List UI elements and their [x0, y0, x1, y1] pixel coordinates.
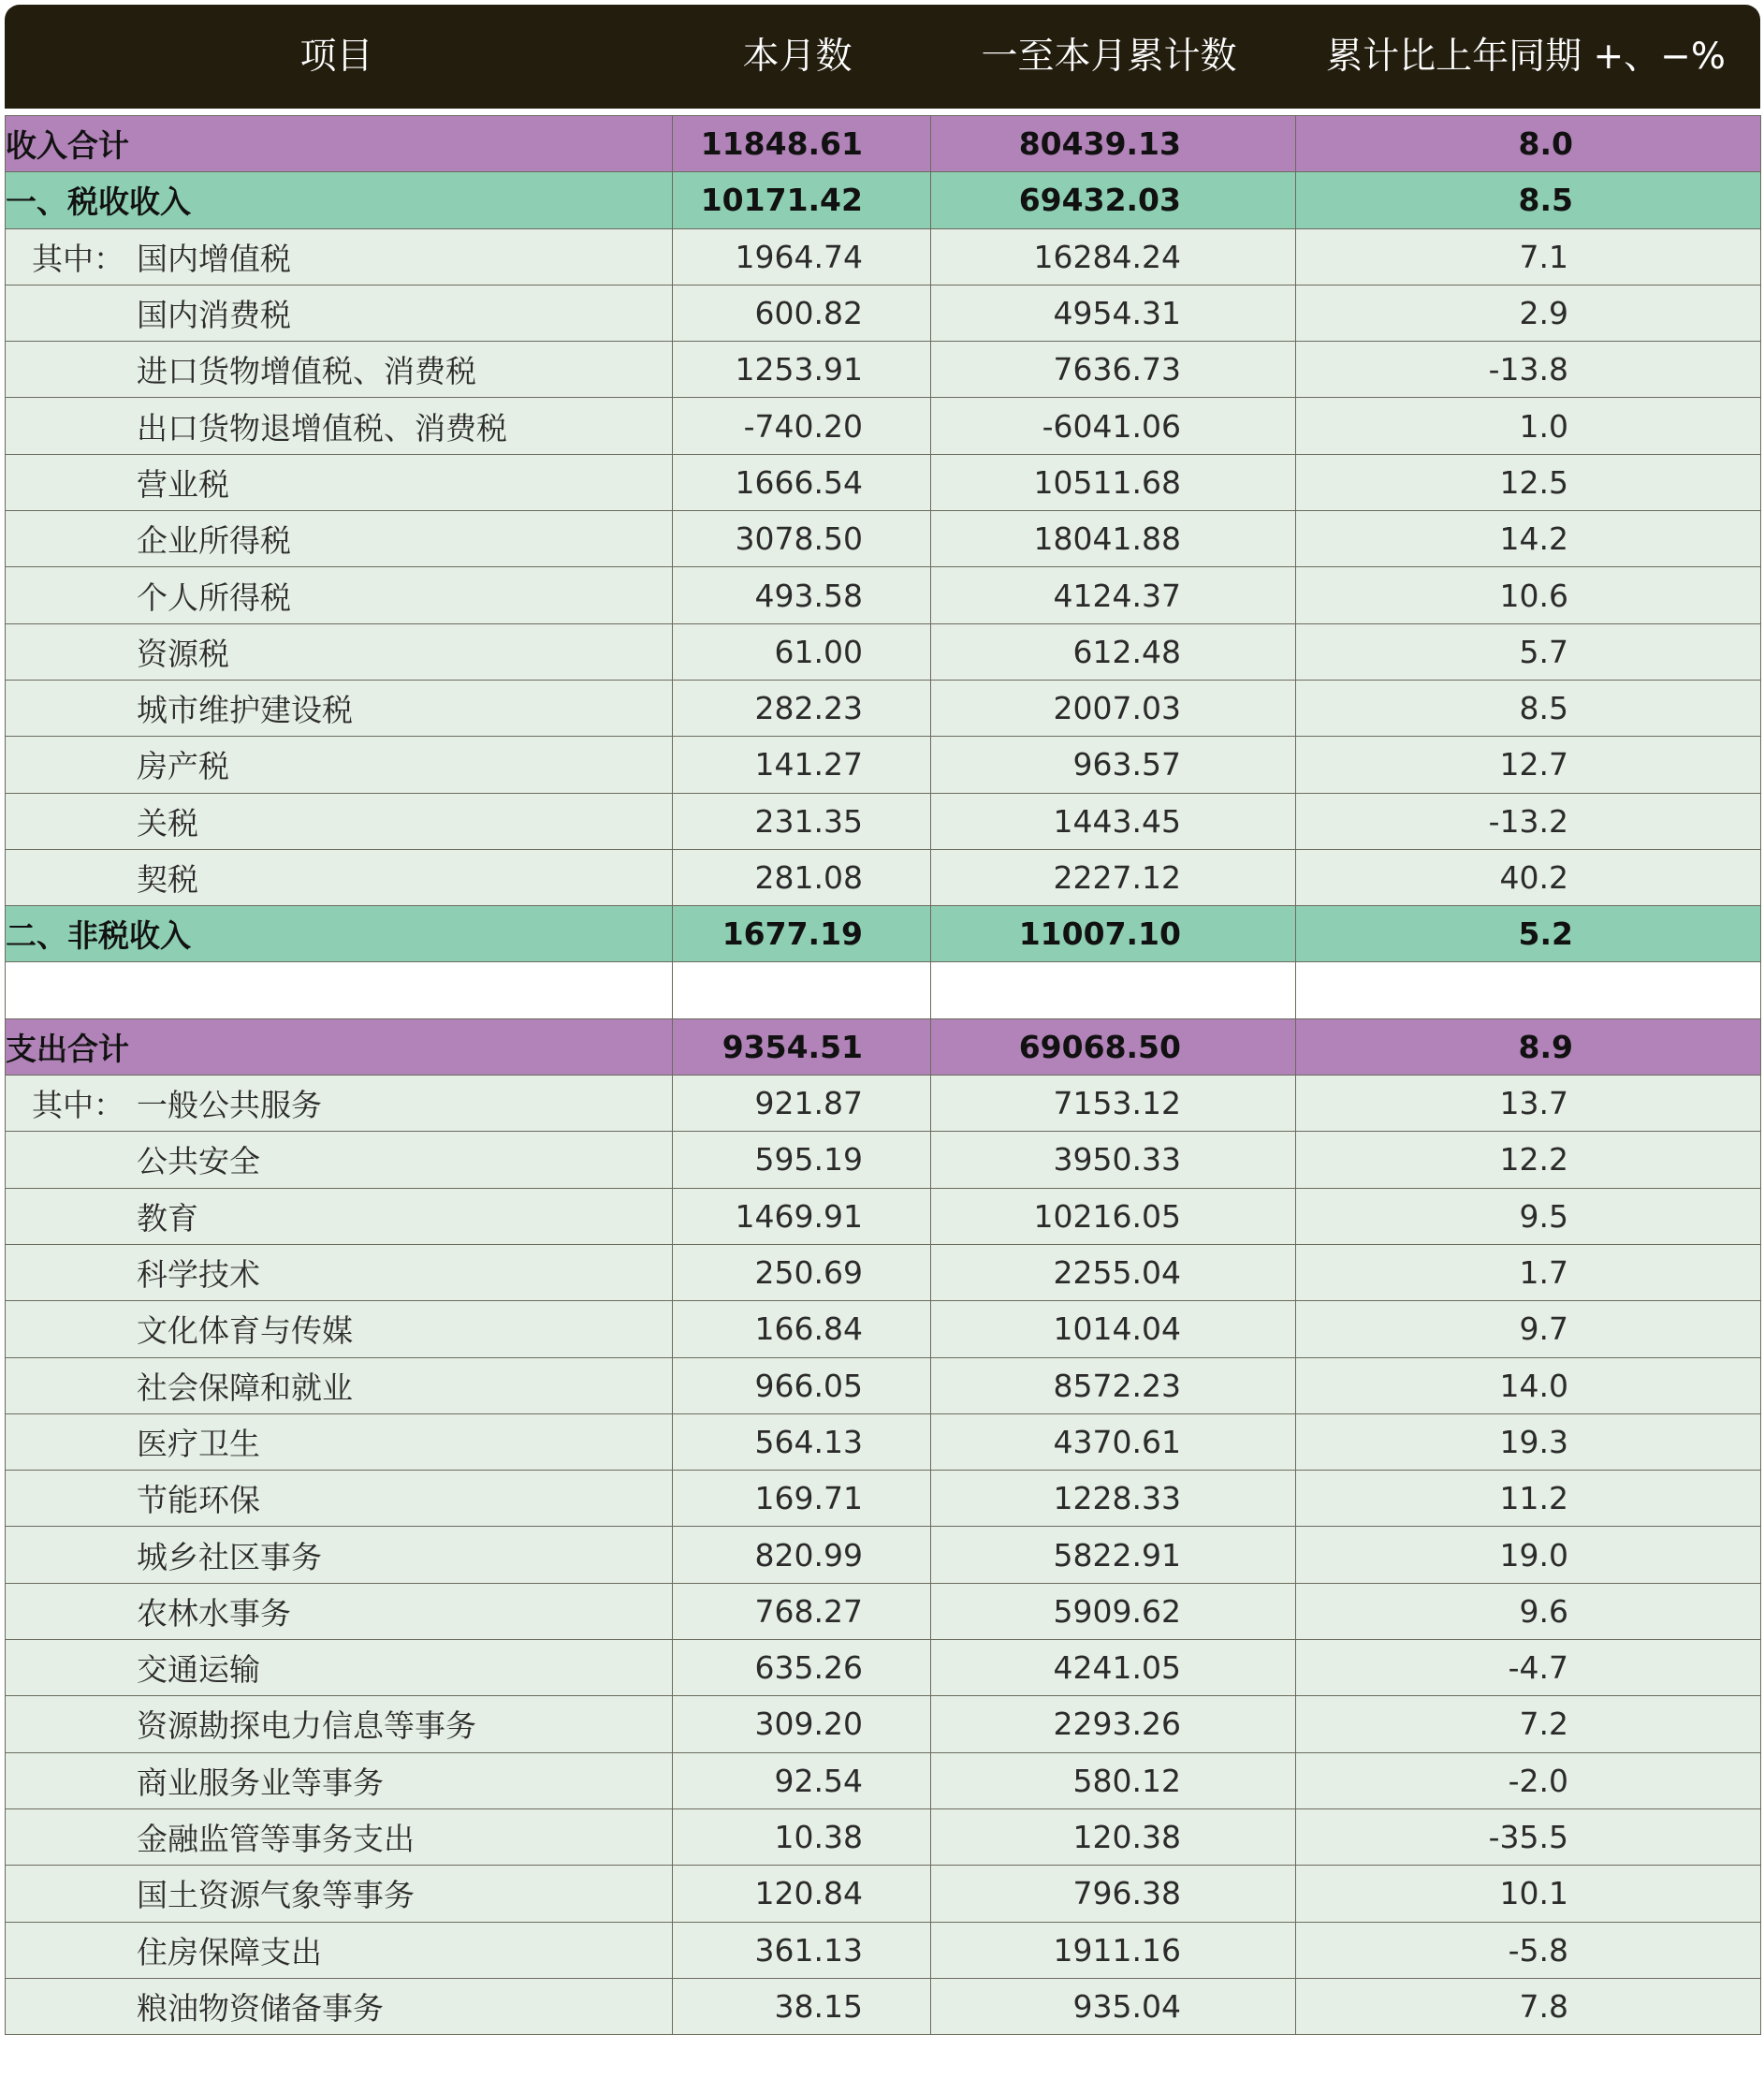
- yoy-value: 40.2: [1296, 849, 1761, 905]
- month-value: 966.05: [673, 1357, 931, 1413]
- item-label: 医疗卫生: [137, 1425, 260, 1462]
- item-cell: [6, 1696, 673, 1752]
- yoy-value: 10.6: [1296, 567, 1761, 623]
- item-cell: [6, 793, 673, 849]
- month-value: 768.27: [673, 1583, 931, 1639]
- column-header-yoy: 累计比上年同期 +、−%: [1326, 36, 1726, 78]
- table-row: [6, 1527, 1761, 1583]
- table-row: [6, 1808, 1761, 1865]
- month-value: 3078.50: [673, 511, 931, 567]
- table-row: [6, 342, 1761, 398]
- month-value: 493.58: [673, 567, 931, 623]
- item-cell: [6, 849, 673, 905]
- yoy-value: 9.5: [1296, 1188, 1761, 1244]
- month-value: 281.08: [673, 849, 931, 905]
- month-value: 1666.54: [673, 454, 931, 510]
- item-cell: [6, 906, 673, 962]
- table-row: [6, 1640, 1761, 1696]
- item-cell: [6, 342, 673, 398]
- month-value: 820.99: [673, 1527, 931, 1583]
- yoy-value: 9.6: [1296, 1583, 1761, 1639]
- yoy-value: 8.9: [1296, 1018, 1761, 1075]
- table-row: [6, 849, 1761, 905]
- cumulative-value: 16284.24: [931, 228, 1296, 285]
- cumulative-value: 4241.05: [931, 1640, 1296, 1696]
- table-row: [6, 737, 1761, 793]
- yoy-value: 8.5: [1296, 680, 1761, 736]
- cumulative-value: 580.12: [931, 1752, 1296, 1808]
- item-label: 科学技术: [137, 1256, 260, 1294]
- month-value: 11848.61: [673, 116, 931, 172]
- table-row: [6, 1866, 1761, 1922]
- item-label: 资源勘探电力信息等事务: [137, 1707, 476, 1745]
- table-row: [6, 1978, 1761, 2034]
- yoy-value: 1.0: [1296, 398, 1761, 454]
- month-value: 141.27: [673, 737, 931, 793]
- item-cell: [6, 962, 673, 1018]
- yoy-value: -2.0: [1296, 1752, 1761, 1808]
- table-row: [6, 1244, 1761, 1300]
- yoy-value: 8.0: [1296, 116, 1761, 172]
- item-label: 二、非税收入: [6, 917, 191, 955]
- column-header-item: 项目: [299, 36, 373, 78]
- item-cell: [6, 1301, 673, 1357]
- cumulative-value: 5909.62: [931, 1583, 1296, 1639]
- month-value: 38.15: [673, 1978, 931, 2034]
- yoy-value: 7.2: [1296, 1696, 1761, 1752]
- item-label: 支出合计: [6, 1030, 129, 1067]
- item-cell: [6, 1413, 673, 1470]
- yoy-value: 9.7: [1296, 1301, 1761, 1357]
- yoy-value: 7.1: [1296, 228, 1761, 285]
- yoy-value: 12.2: [1296, 1132, 1761, 1188]
- yoy-value: -4.7: [1296, 1640, 1761, 1696]
- item-label: 交通运输: [137, 1651, 260, 1689]
- item-cell: [6, 1922, 673, 1978]
- item-cell: [6, 737, 673, 793]
- item-label: 一、税收收入: [6, 183, 191, 221]
- item-cell: [6, 1640, 673, 1696]
- yoy-value: 1.7: [1296, 1244, 1761, 1300]
- month-value: 250.69: [673, 1244, 931, 1300]
- item-label: 房产税: [137, 748, 229, 785]
- table-row: [6, 1132, 1761, 1188]
- month-value: 600.82: [673, 285, 931, 341]
- yoy-value: 12.5: [1296, 454, 1761, 510]
- cumulative-value: 10216.05: [931, 1188, 1296, 1244]
- cumulative-value: 8572.23: [931, 1357, 1296, 1413]
- column-header-cumulative: 一至本月累计数: [981, 36, 1237, 78]
- table-row: [6, 1922, 1761, 1978]
- item-cell: [6, 454, 673, 510]
- item-label: 教育: [137, 1199, 198, 1237]
- table-row: [6, 398, 1761, 454]
- item-label: 契税: [137, 861, 198, 898]
- month-value: 635.26: [673, 1640, 931, 1696]
- item-cell: [6, 1866, 673, 1922]
- cumulative-value: 4370.61: [931, 1413, 1296, 1470]
- month-value: 309.20: [673, 1696, 931, 1752]
- item-cell: [6, 116, 673, 172]
- month-value: 1469.91: [673, 1188, 931, 1244]
- table-row: [6, 1583, 1761, 1639]
- item-cell: [6, 1583, 673, 1639]
- item-cell: [6, 1018, 673, 1075]
- month-value: 1964.74: [673, 228, 931, 285]
- month-value: [673, 962, 931, 1018]
- month-value: 10171.42: [673, 172, 931, 228]
- cumulative-value: 80439.13: [931, 116, 1296, 172]
- cumulative-value: 2293.26: [931, 1696, 1296, 1752]
- total-row: [6, 1018, 1761, 1075]
- item-label: 农林水事务: [137, 1594, 291, 1632]
- item-label: 一般公共服务: [137, 1087, 322, 1124]
- item-label: 国内消费税: [137, 297, 291, 334]
- item-prefix: 其中：: [32, 1087, 124, 1124]
- item-cell: [6, 1244, 673, 1300]
- yoy-value: 14.0: [1296, 1357, 1761, 1413]
- item-cell: [6, 398, 673, 454]
- month-value: 120.84: [673, 1866, 931, 1922]
- table-row: [6, 511, 1761, 567]
- table-row: [6, 1471, 1761, 1527]
- yoy-value: 7.8: [1296, 1978, 1761, 2034]
- item-label: 粮油物资储备事务: [137, 1989, 384, 2027]
- item-label: 国土资源气象等事务: [137, 1877, 415, 1914]
- table-row: [6, 228, 1761, 285]
- month-value: -740.20: [673, 398, 931, 454]
- item-cell: [6, 1188, 673, 1244]
- item-prefix: 其中：: [32, 240, 124, 277]
- item-cell: [6, 567, 673, 623]
- table-row: [6, 1752, 1761, 1808]
- item-label: 商业服务业等事务: [137, 1764, 384, 1801]
- yoy-value: [1296, 962, 1761, 1018]
- item-label: 城乡社区事务: [137, 1538, 322, 1575]
- item-label: 住房保障支出: [137, 1933, 322, 1970]
- item-cell: [6, 1527, 673, 1583]
- cumulative-value: 2227.12: [931, 849, 1296, 905]
- table-body: [6, 116, 1761, 2035]
- yoy-value: 12.7: [1296, 737, 1761, 793]
- yoy-value: 2.9: [1296, 285, 1761, 341]
- table-header: [5, 5, 1760, 109]
- item-label: 资源税: [137, 635, 229, 672]
- yoy-value: 10.1: [1296, 1866, 1761, 1922]
- table-row: [6, 1357, 1761, 1413]
- item-label: 城市维护建设税: [137, 692, 353, 729]
- column-header-month: 本月数: [742, 36, 853, 78]
- cumulative-value: 7636.73: [931, 342, 1296, 398]
- item-cell: [6, 172, 673, 228]
- item-label: 关税: [137, 804, 198, 842]
- cumulative-value: 935.04: [931, 1978, 1296, 2034]
- item-label: 社会保障和就业: [137, 1369, 353, 1406]
- month-value: 361.13: [673, 1922, 931, 1978]
- cumulative-value: -6041.06: [931, 398, 1296, 454]
- yoy-value: 13.7: [1296, 1076, 1761, 1132]
- item-cell: [6, 1132, 673, 1188]
- cumulative-value: 3950.33: [931, 1132, 1296, 1188]
- table-row: [6, 1076, 1761, 1132]
- table-row: [6, 1413, 1761, 1470]
- month-value: 595.19: [673, 1132, 931, 1188]
- item-label: 进口货物增值税、消费税: [137, 353, 476, 390]
- yoy-value: 11.2: [1296, 1471, 1761, 1527]
- cumulative-value: 2255.04: [931, 1244, 1296, 1300]
- yoy-value: 19.3: [1296, 1413, 1761, 1470]
- cumulative-value: 5822.91: [931, 1527, 1296, 1583]
- cumulative-value: 11007.10: [931, 906, 1296, 962]
- cumulative-value: 2007.03: [931, 680, 1296, 736]
- item-label: 出口货物退增值税、消费税: [137, 409, 507, 447]
- item-cell: [6, 285, 673, 341]
- item-label: 文化体育与传媒: [137, 1312, 353, 1350]
- item-label: 收入合计: [6, 127, 129, 165]
- cumulative-value: 1911.16: [931, 1922, 1296, 1978]
- yoy-value: 5.2: [1296, 906, 1761, 962]
- yoy-value: 14.2: [1296, 511, 1761, 567]
- month-value: 231.35: [673, 793, 931, 849]
- month-value: 169.71: [673, 1471, 931, 1527]
- table-row: [6, 1188, 1761, 1244]
- item-label: 公共安全: [137, 1143, 260, 1180]
- cumulative-value: 963.57: [931, 737, 1296, 793]
- month-value: 166.84: [673, 1301, 931, 1357]
- cumulative-value: 18041.88: [931, 511, 1296, 567]
- month-value: 921.87: [673, 1076, 931, 1132]
- month-value: 10.38: [673, 1808, 931, 1865]
- item-label: 营业税: [137, 465, 229, 503]
- cumulative-value: 10511.68: [931, 454, 1296, 510]
- month-value: 564.13: [673, 1413, 931, 1470]
- item-label: 国内增值税: [137, 240, 291, 277]
- item-cell: [6, 511, 673, 567]
- cumulative-value: 69432.03: [931, 172, 1296, 228]
- cumulative-value: 1228.33: [931, 1471, 1296, 1527]
- cumulative-value: 1014.04: [931, 1301, 1296, 1357]
- spacer-row: [6, 962, 1761, 1018]
- yoy-value: 19.0: [1296, 1527, 1761, 1583]
- table-row: [6, 285, 1761, 341]
- item-label: 金融监管等事务支出: [137, 1821, 415, 1858]
- cumulative-value: [931, 962, 1296, 1018]
- table-row: [6, 567, 1761, 623]
- cumulative-value: 1443.45: [931, 793, 1296, 849]
- yoy-value: -5.8: [1296, 1922, 1761, 1978]
- category-row: [6, 172, 1761, 228]
- item-cell: [6, 1471, 673, 1527]
- item-cell: [6, 1978, 673, 2034]
- item-label: 企业所得税: [137, 522, 291, 560]
- item-cell: [6, 623, 673, 680]
- item-cell: [6, 228, 673, 285]
- cumulative-value: 4954.31: [931, 285, 1296, 341]
- cumulative-value: 7153.12: [931, 1076, 1296, 1132]
- month-value: 61.00: [673, 623, 931, 680]
- item-label: 节能环保: [137, 1482, 260, 1519]
- month-value: 9354.51: [673, 1018, 931, 1075]
- yoy-value: -13.2: [1296, 793, 1761, 849]
- table-row: [6, 1696, 1761, 1752]
- yoy-value: 5.7: [1296, 623, 1761, 680]
- month-value: 1677.19: [673, 906, 931, 962]
- item-cell: [6, 1808, 673, 1865]
- cumulative-value: 120.38: [931, 1808, 1296, 1865]
- table-row: [6, 680, 1761, 736]
- cumulative-value: 796.38: [931, 1866, 1296, 1922]
- month-value: 92.54: [673, 1752, 931, 1808]
- item-cell: [6, 1752, 673, 1808]
- table-row: [6, 623, 1761, 680]
- yoy-value: 8.5: [1296, 172, 1761, 228]
- item-cell: [6, 1357, 673, 1413]
- table-row: [6, 454, 1761, 510]
- total-row: [6, 116, 1761, 172]
- category-row: [6, 906, 1761, 962]
- item-cell: [6, 680, 673, 736]
- item-label: 个人所得税: [137, 578, 291, 616]
- month-value: 282.23: [673, 680, 931, 736]
- yoy-value: -13.8: [1296, 342, 1761, 398]
- cumulative-value: 69068.50: [931, 1018, 1296, 1075]
- table-row: [6, 793, 1761, 849]
- item-cell: [6, 1076, 673, 1132]
- month-value: 1253.91: [673, 342, 931, 398]
- cumulative-value: 612.48: [931, 623, 1296, 680]
- cumulative-value: 4124.37: [931, 567, 1296, 623]
- fiscal-table: [5, 115, 1761, 2035]
- yoy-value: -35.5: [1296, 1808, 1761, 1865]
- table-row: [6, 1301, 1761, 1357]
